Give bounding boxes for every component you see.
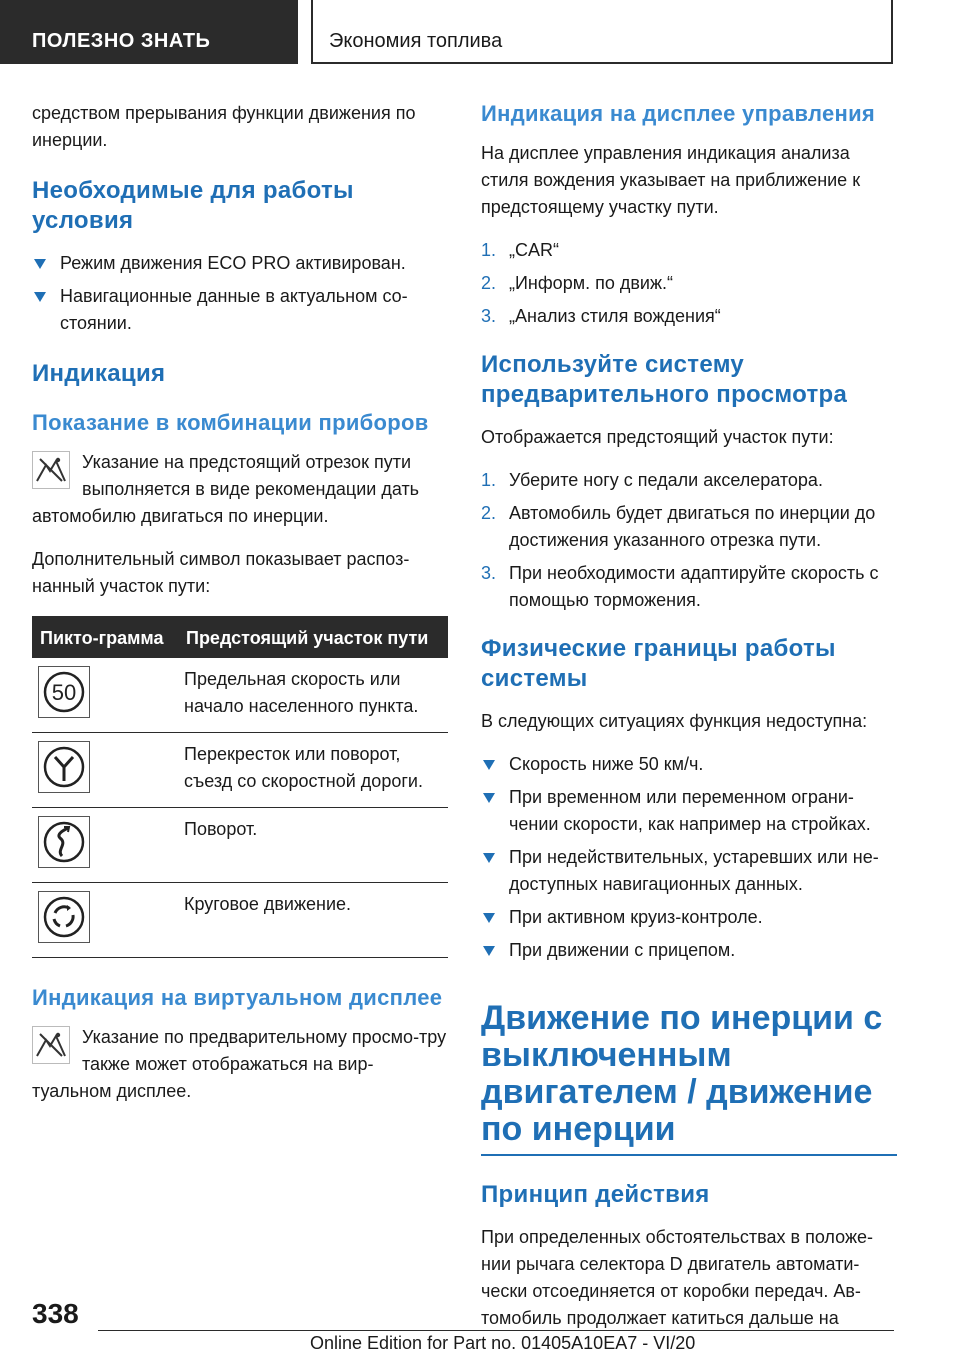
junction-icon [38,741,90,793]
curve-icon [38,816,90,868]
bullet-triangle-icon [483,793,495,803]
bullet-triangle-icon [34,259,46,269]
table-cell: Предельная скорость или начало населенного пункта. [178,658,448,733]
bullet-triangle-icon [483,913,495,923]
control-steps [481,237,897,330]
virtual-display-heading: Индикация на виртуальном дисплее [32,985,443,1010]
speed-limit-50-icon [38,666,90,718]
preview-steps [481,467,897,614]
control-display-text: На дисплее управления индикация анализа стиля вождения указывает на приближение к предстоящему участку пути. [481,143,861,217]
table-header-section: Предстоящий участок пути [178,616,448,658]
list-item: 2. „Информ. по движ.“ [481,273,673,293]
list-item: При временном или переменном ограни-чении скорости, как например на стройках. [481,784,897,838]
principle-text: При определенных обстоятельствах в положе-нии рычага селектора D двигатель автомати-чески отсоединяется от коробки передач. Ав-томобиль продолжает катиться дальше на [481,1227,873,1328]
list-item: При активном круиз-контроле. [481,904,897,931]
section-title: ПОЛЕЗНО ЗНАТЬ [32,30,211,52]
coasting-assist-icon [32,451,70,489]
svg-text:50: 50 [51,680,77,705]
bullet-triangle-icon [34,292,46,302]
list-item: Скорость ниже 50 км/ч. [481,751,897,778]
bullet-triangle-icon [483,946,495,956]
table-cell: Поворот. [178,808,448,883]
cluster-note: Указание на предстоящий отрезок пути выполняется в виде рекомендации дать автомобилю двигаться по инерции. [32,452,420,526]
table-row [32,883,448,958]
table-cell: Круговое движение. [178,883,448,958]
chapter-title: Экономия топлива [329,30,503,52]
limits-heading: Физические границы работы системы [481,635,836,692]
preview-heading: Используйте систему предварительного просмотра [481,351,848,408]
right-column [481,100,897,1348]
left-column [32,100,448,1121]
list-item: 1. „CAR“ [481,240,559,260]
preview-text: Отображается предстоящий участок пути: [481,427,834,447]
edition-text: Online Edition for Part no. 01405A10EA7 - VI/20 [310,1333,696,1353]
list-item: При движении с прицепом. [481,937,897,964]
list-item: Режим движения ECO PRO активирован. [32,250,448,277]
table-cell: Перекресток или поворот, съезд со скоростной дороги. [178,733,448,808]
roundabout-icon [38,891,90,943]
coasting-assist-icon [32,1026,70,1064]
table-row [32,808,448,883]
limits-text: В следующих ситуациях функция недоступна: [481,711,868,731]
principle-heading: Принцип действия [481,1181,710,1208]
conditions-list [32,250,448,337]
control-display-heading: Индикация на дисплее управления [481,101,876,126]
coasting-heading: Движение по инерции с выключенным двигателем / движение по инерции [481,999,883,1148]
table-row [32,658,448,733]
intro-text: средством прерывания функции движения по инерции. [32,103,416,150]
limits-list [481,751,897,964]
table-header-pictogram: Пикто-грамма [32,616,178,658]
footer-rule [98,1330,894,1331]
display-heading: Индикация [32,360,166,387]
bullet-triangle-icon [483,853,495,863]
list-item: 3. „Анализ стиля вождения“ [481,306,721,326]
page-number: 338 [32,1298,79,1329]
table-row [32,733,448,808]
list-item: 1. Уберите ногу с педали акселератора. [481,470,823,490]
list-item: Навигационные данные в актуальном со-стоянии. [32,283,448,337]
list-item: При недействительных, устаревших или не-доступных навигационных данных. [481,844,897,898]
virtual-note: Указание по предварительному просмо-тру также может отображаться на вир-туальном дисплее. [32,1027,447,1101]
list-item: 2. Автомобиль будет двигаться по инерции до достижения указанного отрезка пути. [481,503,876,550]
list-item: 3. При необходимости адаптируйте скорость с помощью торможения. [481,563,879,610]
coasting-heading-block [481,1000,897,1156]
bullet-triangle-icon [483,760,495,770]
section-tab [0,0,298,64]
extra-symbol-text: Дополнительный символ показывает распоз-нанный участок пути: [32,549,410,596]
cluster-heading: Показание в комбинации приборов [32,410,429,435]
chapter-tab [311,0,893,64]
pictogram-table [32,616,448,958]
conditions-heading: Необходимые для работы условия [32,177,354,234]
